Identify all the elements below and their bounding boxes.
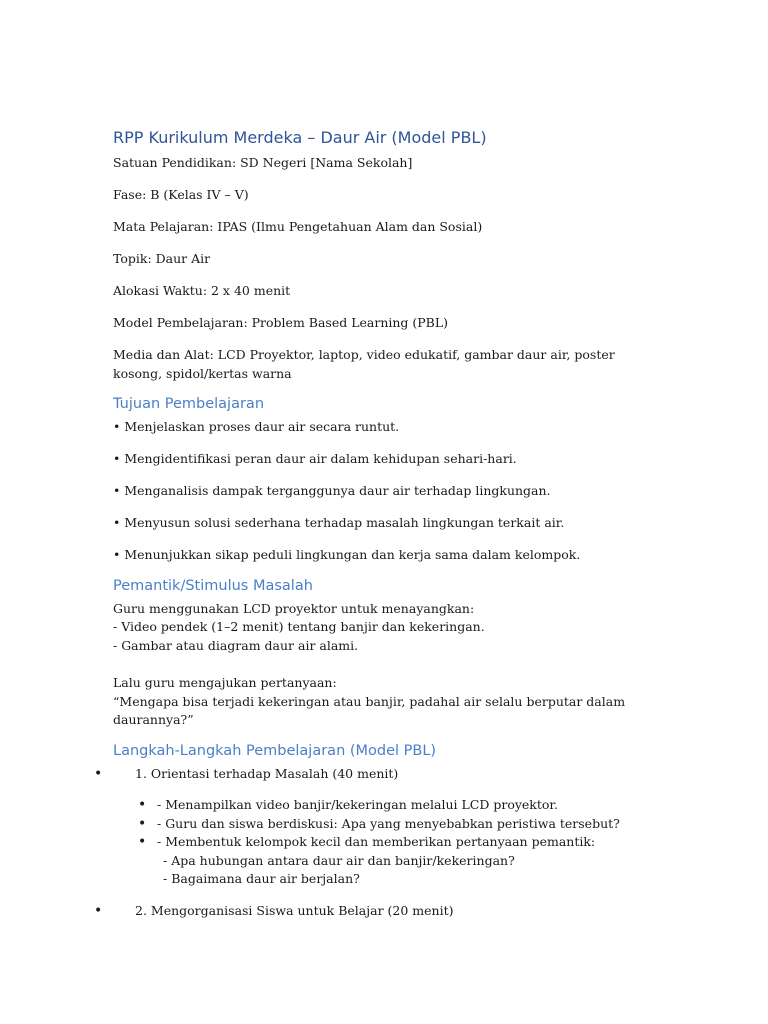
info-line: Model Pembelajaran: Problem Based Learning (PBL) bbox=[113, 315, 449, 330]
document-title: RPP Kurikulum Merdeka – Daur Air (Model PBL) bbox=[113, 128, 487, 147]
question-text: “Mengapa bisa terjadi kekeringan atau banjir, padahal air selalu berputar dalam daurannya?” bbox=[113, 693, 626, 727]
step-label: 1. Orientasi terhadap Masalah (40 menit) bbox=[135, 765, 399, 781]
section-heading-tujuan: Tujuan Pembelajaran bbox=[113, 396, 265, 412]
step-item bbox=[94, 765, 653, 784]
step-label: 2. Mengorganisasi Siswa untuk Belajar (20 menit) bbox=[135, 902, 454, 918]
document-content bbox=[94, 122, 653, 933]
info-line: Satuan Pendidikan: SD Negeri [Nama Sekolah] bbox=[113, 155, 413, 170]
bullet-icon: • bbox=[138, 834, 147, 850]
step-sublist bbox=[113, 796, 653, 889]
sub-item-text: - Menampilkan video banjir/kekeringan melalui LCD proyektor. bbox=[157, 797, 559, 812]
info-line: Media dan Alat: LCD Proyektor, laptop, video edukatif, gambar daur air, poster kosong, spidol/kertas warna bbox=[113, 347, 615, 381]
bullet-icon: • bbox=[138, 797, 147, 813]
objective-item: • Menunjukkan sikap peduli lingkungan dan kerja sama dalam kelompok. bbox=[113, 547, 581, 562]
pemantik-block bbox=[113, 600, 653, 730]
objective-item: • Mengidentifikasi peran daur air dalam kehidupan sehari-hari. bbox=[113, 451, 517, 466]
pemantik-line: - Video pendek (1–2 menit) tentang banjir dan kekeringan. bbox=[113, 619, 485, 634]
bullet-icon: • bbox=[138, 815, 147, 832]
info-line: Mata Pelajaran: IPAS (Ilmu Pengetahuan Alam dan Sosial) bbox=[113, 219, 483, 234]
sub-item bbox=[138, 833, 653, 852]
sub-item bbox=[138, 815, 653, 834]
info-line: Fase: B (Kelas IV – V) bbox=[113, 187, 249, 202]
sub-item-text: - Membentuk kelompok kecil dan memberikan pertanyaan pemantik: bbox=[157, 834, 596, 849]
objective-item: • Menjelaskan proses daur air secara runtut. bbox=[113, 419, 400, 434]
objective-item: • Menganalisis dampak terganggunya daur air terhadap lingkungan. bbox=[113, 483, 551, 498]
bullet-icon: • bbox=[94, 765, 103, 782]
sub-question: - Apa hubungan antara daur air dan banjir/kekeringan? bbox=[163, 852, 515, 868]
bullet-icon: • bbox=[94, 902, 103, 919]
question-intro: Lalu guru mengajukan pertanyaan: bbox=[113, 675, 337, 690]
sub-item-text: - Guru dan siswa berdiskusi: Apa yang menyebabkan peristiwa tersebut? bbox=[157, 815, 620, 831]
sub-question: - Bagaimana daur air berjalan? bbox=[163, 871, 360, 886]
info-line: Topik: Daur Air bbox=[113, 251, 211, 266]
info-line: Alokasi Waktu: 2 x 40 menit bbox=[113, 283, 291, 298]
objective-item: • Menyusun solusi sederhana terhadap masalah lingkungan terkait air. bbox=[113, 515, 565, 530]
section-heading-langkah: Langkah-Langkah Pembelajaran (Model PBL) bbox=[113, 742, 437, 759]
section-heading-pemantik: Pemantik/Stimulus Masalah bbox=[113, 577, 313, 594]
pemantik-line: - Gambar atau diagram daur air alami. bbox=[113, 637, 359, 653]
step-item bbox=[94, 902, 653, 921]
pemantik-intro: Guru menggunakan LCD proyektor untuk menayangkan: bbox=[113, 600, 475, 616]
sub-item bbox=[138, 796, 653, 815]
